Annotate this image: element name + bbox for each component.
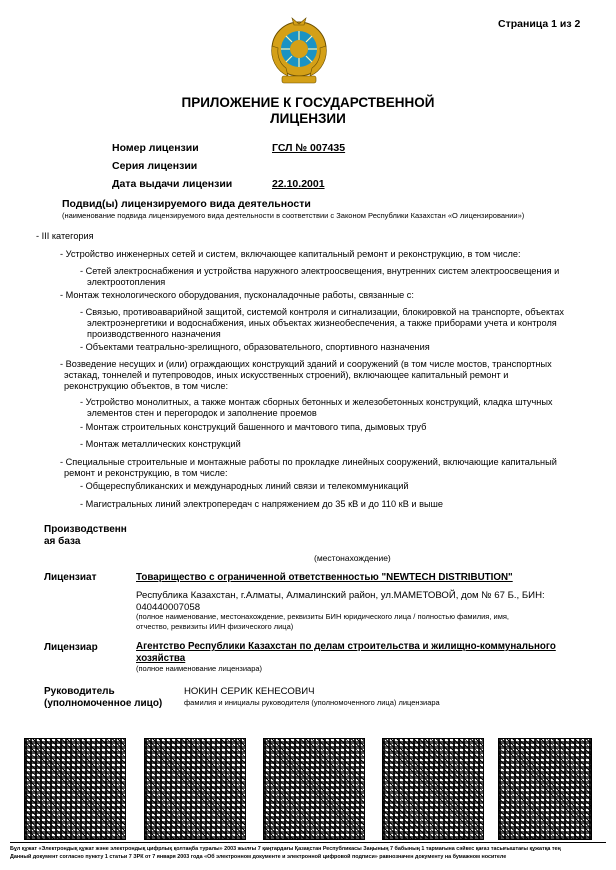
list-item: электроэнергетики и водоснабжения, иных объектах жизнеобеспечения, а также приборами учета и контроля bbox=[87, 318, 557, 328]
list-item: - Сетей электроснабжения и устройства наружного электроосвещения, внутренних систем электроосвещения и bbox=[80, 266, 560, 276]
qr-code-icon bbox=[263, 738, 365, 840]
list-item: реконструкцию объектов, в том числе: bbox=[64, 381, 229, 391]
head-name: НОКИН СЕРИК КЕНЕСОВИЧ bbox=[184, 686, 315, 697]
title-line-1: ПРИЛОЖЕНИЕ К ГОСУДАРСТВЕННОЙ bbox=[181, 95, 435, 110]
licensee-address: Республика Казахстан, г.Алматы, Алмалинский район, ул.МАМЕТОВОЙ, дом № 67 Б., БИН: 040440007058 bbox=[136, 590, 545, 613]
footer-kz: Бұл құжат «Электрондық құжат және электрондық цифрлық қолтаңба туралы» 2003 жылғы 7 қаңтардағы Қазақстан Республикасы Заңының 7 бабының 1 тармағына сәйкес қағаз тасығыштағы құжатқа тең bbox=[10, 846, 561, 852]
list-item: электроотопления bbox=[87, 277, 166, 287]
list-item: - Объектами театрально-зрелищного, образовательного, спортивного назначения bbox=[80, 342, 430, 352]
head-note: фамилия и инициалы руководителя (уполномоченного лица) лицензиара bbox=[184, 698, 440, 707]
list-item: элементов стен и перегородок и заполнение проемов bbox=[87, 408, 317, 418]
license-date-value: 22.10.2001 bbox=[272, 178, 325, 190]
license-series-label: Серия лицензии bbox=[112, 160, 198, 172]
qr-code-icon bbox=[498, 738, 592, 840]
production-base-note: (местонахождение) bbox=[314, 553, 391, 563]
licensee-label: Лицензиат bbox=[44, 572, 97, 583]
list-item: - III категория bbox=[36, 231, 94, 241]
licensor-note: (полное наименование лицензиара) bbox=[136, 664, 263, 673]
qr-code-icon bbox=[144, 738, 246, 840]
list-item: - Монтаж строительных конструкций башенного и мачтового типа, дымовых труб bbox=[80, 422, 427, 432]
list-item: - Устройство монолитных, а также монтаж сборных бетонных и железобетонных конструкций, кладка штучных bbox=[80, 397, 553, 407]
licensor-label: Лицензиар bbox=[44, 642, 98, 653]
list-item: - Магистральных линий электропередач с напряжением до 35 кВ и до 110 кВ и выше bbox=[80, 499, 444, 509]
footer-ru: Данный документ согласно пункту 1 статьи 7 ЗРК от 7 января 2003 года «Об электронном документе и электронной цифровой подписи» равнозначен документу на бумажном носителе bbox=[10, 854, 507, 860]
qr-code-icon bbox=[24, 738, 126, 840]
list-item: - Монтаж технологического оборудования, пусконаладочные работы, связанные с: bbox=[60, 290, 414, 300]
list-item: ремонт и реконструкцию, в том числе: bbox=[64, 468, 228, 478]
qr-code-icon bbox=[382, 738, 484, 840]
list-item: - Возведение несущих и (или) ограждающих конструкций зданий и сооружений (в том числе мостов, транспортных bbox=[60, 359, 552, 369]
list-item: эстакад, тоннелей и путепроводов, иных искусственных строений), включающее капитальный ремонт и bbox=[64, 370, 509, 380]
subtype-heading: Подвид(ы) лицензируемого вида деятельности bbox=[62, 198, 311, 210]
subtype-note: (наименование подвида лицензируемого вида деятельности в соответствии с Законом Республики Казахстан «О лицензировании») bbox=[62, 211, 525, 220]
license-number-label: Номер лицензии bbox=[112, 142, 199, 154]
list-item: - Общереспубликанских и международных линий связи и телекоммуникаций bbox=[80, 481, 409, 491]
list-item: - Связью, противоаварийной защитой, системой контроля и сигнализации, блокировкой на транспорте, объектах bbox=[80, 307, 564, 317]
production-base-label: Производственн ая база bbox=[44, 524, 127, 547]
list-item: производственного назначения bbox=[87, 329, 221, 339]
page-number: Страница 1 из 2 bbox=[498, 18, 581, 30]
footer-divider bbox=[10, 842, 606, 843]
licensee-note: (полное наименование, местонахождение, реквизиты БИН юридического лица / полностью фамилия, имя, отчество, реквизиты ИИН физического лица) bbox=[136, 612, 509, 631]
license-date-label: Дата выдачи лицензии bbox=[112, 178, 233, 190]
list-item: - Монтаж металлических конструкций bbox=[80, 439, 241, 449]
licensee-name: Товарищество с ограниченной ответственностью "NEWTECH DISTRIBUTION" bbox=[136, 572, 513, 583]
licensor-name: Агентство Республики Казахстан по делам строительства и жилищно-коммунального хозяйства bbox=[136, 641, 556, 664]
list-item: - Устройство инженерных сетей и систем, включающее капитальный ремонт и реконструкцию, в том числе: bbox=[60, 249, 521, 259]
title-line-2: ЛИЦЕНЗИИ bbox=[270, 111, 346, 126]
head-label: Руководитель (уполномоченное лицо) bbox=[44, 686, 163, 709]
list-item: - Специальные строительные и монтажные работы по прокладке линейных сооружений, включающие капитальный bbox=[60, 457, 557, 467]
license-number-value: ГСЛ № 007435 bbox=[272, 142, 346, 154]
